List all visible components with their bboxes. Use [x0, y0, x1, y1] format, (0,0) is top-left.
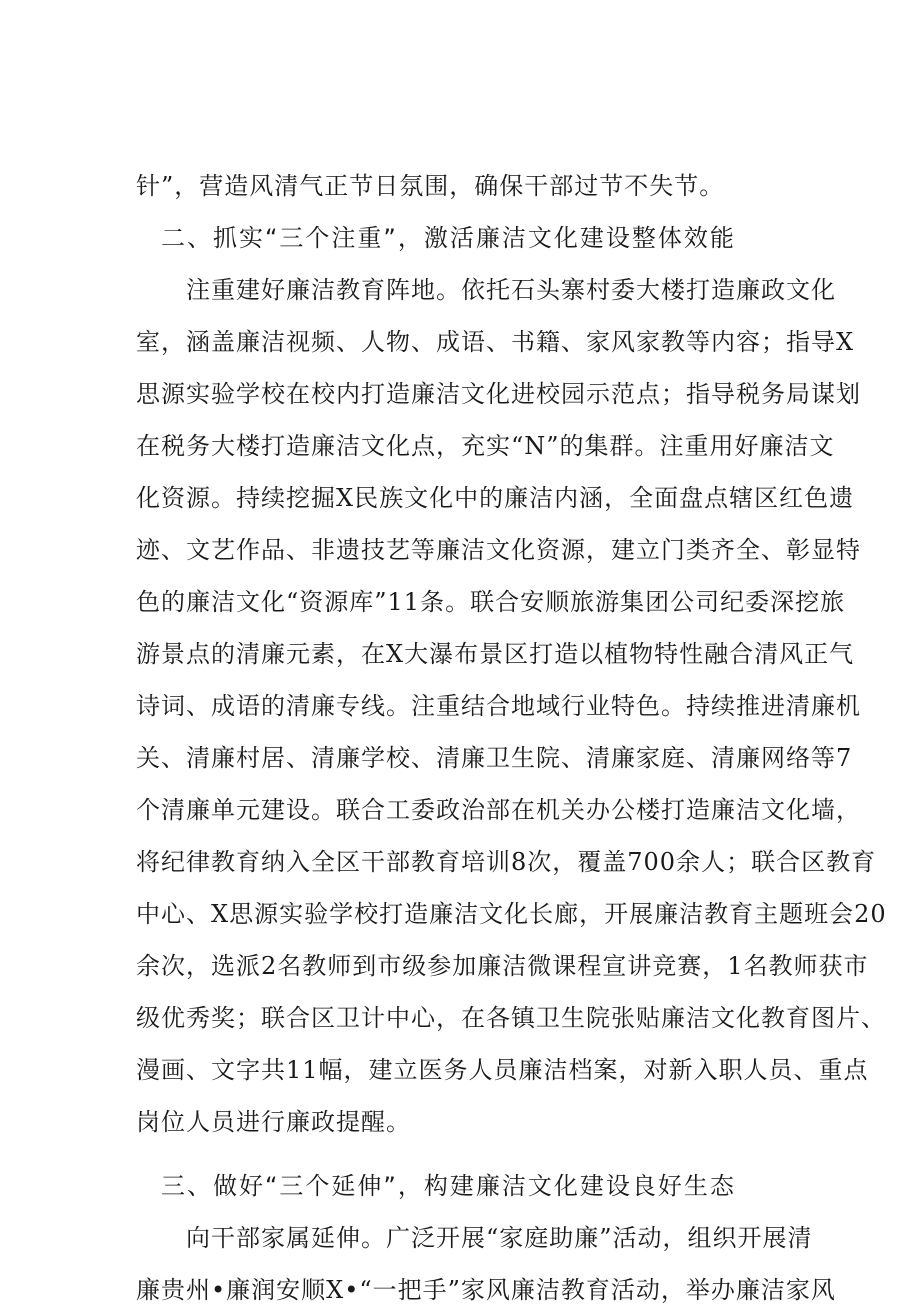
paragraph-line: 在税务大楼打造廉洁文化点，充实“N”的集群。注重用好廉洁文: [136, 432, 835, 460]
paragraph-line: 化资源。持续挖掘X民族文化中的廉洁内涵，全面盘点辖区红色遗: [136, 484, 855, 512]
document-body: [136, 160, 887, 1316]
section-heading-two: 二、抓实“三个注重”，激活廉洁文化建设整体效能: [161, 224, 736, 252]
section-heading-three: 三、做好“三个延伸”，构建廉洁文化建设良好生态: [161, 1172, 736, 1200]
paragraph-line: 廉贵州•廉润安顺X•“一把手”家风廉洁教育活动，举办廉洁家风: [136, 1276, 836, 1304]
paragraph-line: 个清廉单元建设。联合工委政治部在机关办公楼打造廉洁文化墙，: [136, 796, 861, 824]
paragraph-line: 将纪律教育纳入全区干部教育培训8次，覆盖700余人；联合区教育: [136, 848, 877, 876]
paragraph-line: 思源实验学校在校内打造廉洁文化进校园示范点；指导税务局谋划: [136, 380, 861, 408]
paragraph-line: 室，涵盖廉洁视频、人物、成语、书籍、家风家教等内容；指导X: [136, 328, 855, 356]
paragraph-line: 诗词、成语的清廉专线。注重结合地域行业特色。持续推进清廉机: [136, 692, 861, 720]
paragraph-line: 岗位人员进行廉政提醒。: [136, 1108, 411, 1136]
paragraph-line: 向干部家属延伸。广泛开展“家庭助廉”活动，组织开展清: [186, 1224, 813, 1252]
paragraph-line: 色的廉洁文化“资源库”11条。联合安顺旅游集团公司纪委深挖旅: [136, 588, 846, 616]
paragraph-line: 关、清廉村居、清廉学校、清廉卫生院、清廉家庭、清廉网络等7: [136, 744, 853, 772]
paragraph-line: 游景点的清廉元素，在X大瀑布景区打造以植物特性融合清风正气: [136, 640, 855, 668]
paragraph-line: 迹、文艺作品、非遗技艺等廉洁文化资源，建立门类齐全、彰显特: [136, 536, 861, 564]
paragraph-line: 针”，营造风清气正节日氛围，确保干部过节不失节。: [136, 172, 725, 200]
paragraph-line: 中心、X思源实验学校打造廉洁文化长廊，开展廉洁教育主题班会20: [136, 900, 887, 928]
section-spacer: [136, 1148, 800, 1160]
paragraph-line: 级优秀奖；联合区卫计中心，在各镇卫生院张贴廉洁文化教育图片、: [136, 1004, 886, 1032]
paragraph-line: 余次，选派2名教师到市级参加廉洁微课程宣讲竞赛，1名教师获市: [136, 952, 869, 980]
paragraph-line: 注重建好廉洁教育阵地。依托石头寨村委大楼打造廉政文化: [186, 276, 836, 304]
paragraph-line: 漫画、文字共11幅，建立医务人员廉洁档案，对新入职人员、重点: [136, 1056, 869, 1084]
